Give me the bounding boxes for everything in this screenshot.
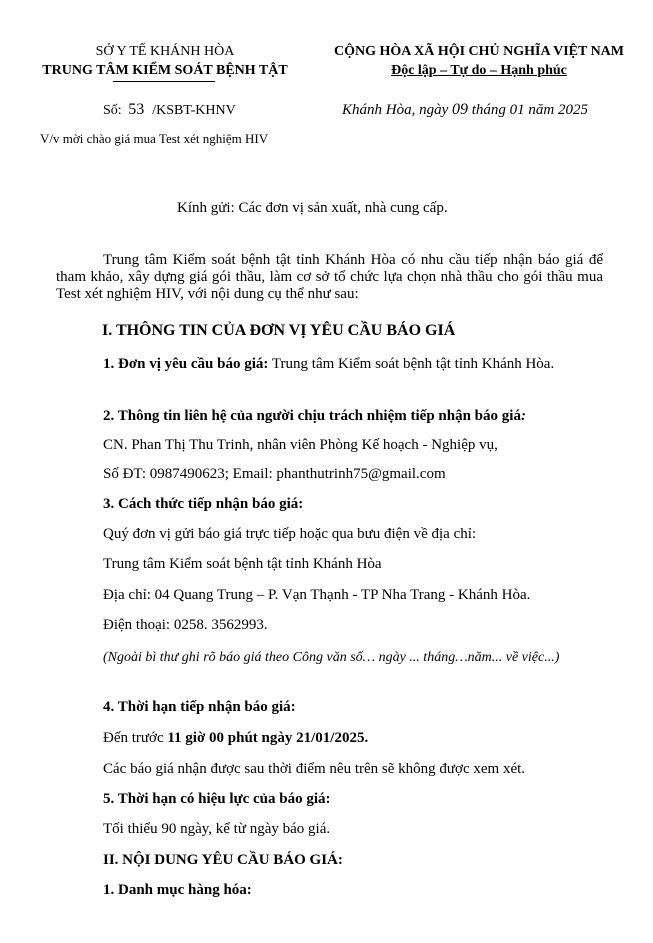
validity: Tối thiểu 90 ngày, kể từ ngày báo giá. [103,821,331,837]
method-text: Quý đơn vị gửi báo giá trực tiếp hoặc qua bưu điện về địa chỉ: [103,526,477,542]
date-day: 09 [452,101,468,118]
item2-title-text: 2. Thông tin liên hệ của người chịu trách nhiệm tiếp nhận báo giá [103,408,521,424]
phone: Điện thoại: 0258. 3562993. [103,617,268,633]
intro-paragraph: Trung tâm Kiểm soát bệnh tật tỉnh Khánh Hòa có nhu cầu tiếp nhận báo giá để tham khảo, xây dựng giá gói thầu, làm cơ sở tổ chức lựa chọn nhà thầu cho gói thầu mua Test xét nghiệm HIV, với nội dung cụ thể như sau: [56,252,603,302]
number-suffix: /KSBT-KHNV [152,103,236,118]
late-note: Các báo giá nhận được sau thời điểm nêu trên sẽ không được xem xét. [103,761,526,777]
envelope-note: (Ngoài bì thư ghi rõ báo giá theo Công văn số… ngày ... tháng…năm... về việc...) [103,650,560,665]
contact-person: CN. Phan Thị Thu Trinh, nhân viên Phòng Kế hoạch - Nghiệp vụ, [103,437,498,453]
subject-line: V/v mời chào giá mua Test xét nghiệm HIV [40,131,269,146]
place-date-prefix: Khánh Hòa, ngày [342,102,449,118]
item2-title-colon: : [520,408,526,424]
section2-title: II. NỘI DUNG YÊU CẦU BÁO GIÁ: [103,852,343,868]
date-month-year: tháng 01 năm 2025 [471,102,588,118]
recipient-line: Kính gửi: Các đơn vị sản xuất, nhà cung cấp. [177,200,448,216]
item5-title: 5. Thời hạn có hiệu lực của báo giá: [103,791,331,807]
item2-title [103,408,526,425]
address: Địa chỉ: 04 Quang Trung – P. Vạn Thạnh - TP Nha Trang - Khánh Hòa. [103,587,531,603]
item3-title: 3. Cách thức tiếp nhận báo giá: [103,496,304,512]
item1-value: Trung tâm Kiểm soát bệnh tật tỉnh Khánh Hòa. [271,356,555,372]
agency-name: SỞ Y TẾ KHÁNH HÒA [95,44,235,59]
national-title: CỘNG HÒA XÃ HỘI CHỦ NGHĨA VIỆT NAM [333,44,624,59]
deadline [103,730,368,747]
contact-phone-email: Số ĐT: 0987490623; Email: phanthutrinh75@gmail.com [103,466,446,482]
item4-title: 4. Thời hạn tiếp nhận báo giá: [103,699,296,715]
number-label: Số: [103,103,122,118]
item1-paragraph [56,354,603,374]
deadline-prefix: Đến trước [103,730,164,746]
section2-item1: 1. Danh mục hàng hóa: [103,882,252,898]
org-name: Trung tâm Kiểm soát bệnh tật tỉnh Khánh Hòa [103,556,382,572]
item1-label: 1. Đơn vị yêu cầu báo giá: [103,356,269,372]
header-left-underline [113,81,215,82]
place-date [342,101,588,119]
center-name: TRUNG TÂM KIỂM SOÁT BỆNH TẬT [42,63,288,78]
number-value: 53 [128,101,145,118]
deadline-value: 11 giờ 00 phút ngày 21/01/2025. [167,730,369,746]
section1-title: I. THÔNG TIN CỦA ĐƠN VỊ YÊU CẦU BÁO GIÁ [102,322,456,339]
document-number [103,101,236,119]
national-motto: Độc lập – Tự do – Hạnh phúc [391,63,567,78]
